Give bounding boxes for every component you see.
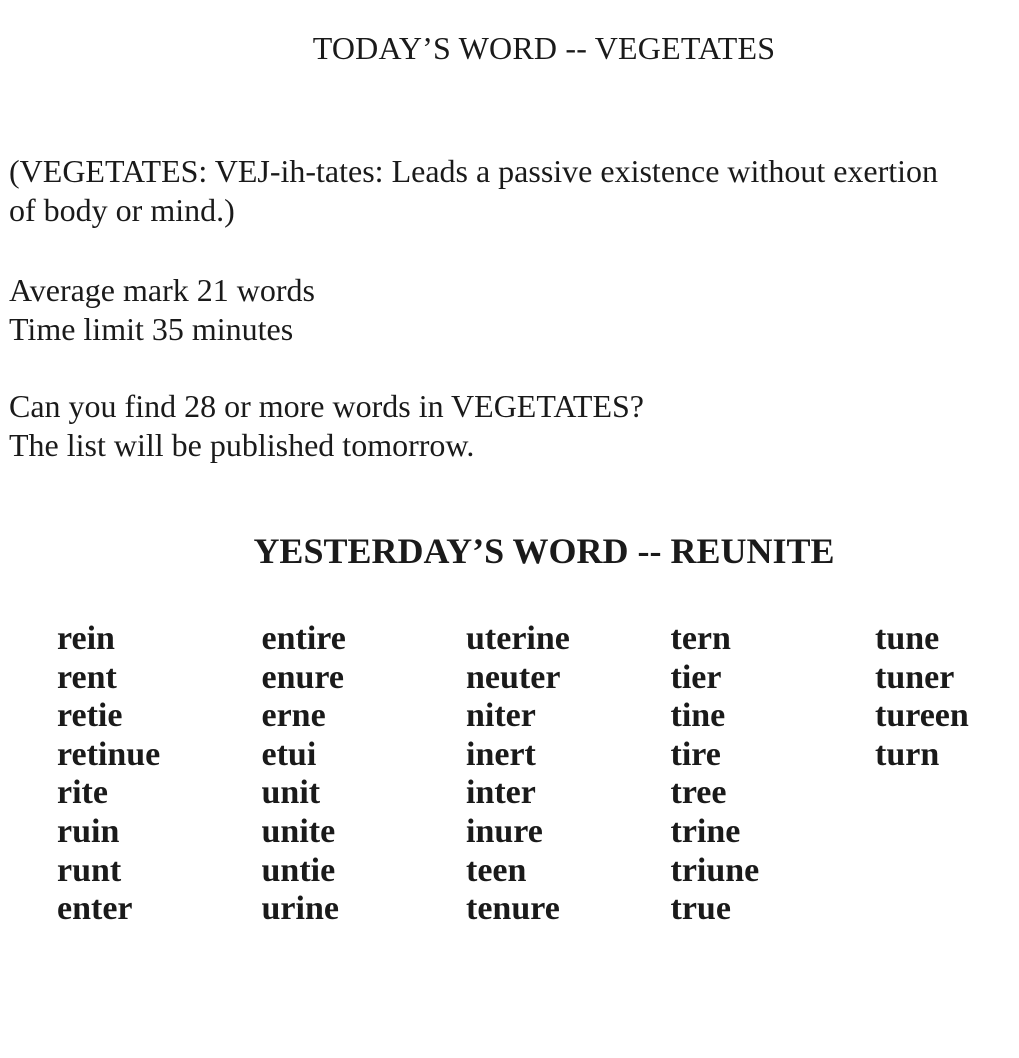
word-list-item: entire	[261, 620, 346, 657]
word-list-item: uterine	[466, 620, 570, 657]
word-list-item: tureen	[875, 697, 969, 735]
word-list-item: erne	[261, 697, 326, 735]
word-list-item: etui	[261, 735, 317, 773]
stats	[9, 271, 315, 348]
word-list-item: tier	[670, 658, 722, 696]
challenge	[9, 387, 644, 464]
word-list-item: runt	[57, 851, 122, 889]
word-list-item: inter	[466, 774, 536, 812]
challenge-note: The list will be published tomorrow.	[9, 426, 475, 463]
word-list-item: tern	[670, 620, 731, 657]
word-list-item: niter	[466, 697, 536, 735]
word-list-item: tenure	[466, 890, 560, 928]
word-column	[671, 620, 876, 929]
definition	[9, 152, 938, 229]
word-list-item: turn	[875, 735, 940, 773]
word-list-item: inure	[466, 812, 543, 850]
definition-line-2: of body or mind.)	[9, 191, 235, 228]
word-list-item: inert	[466, 735, 536, 773]
word-list-item: tree	[670, 774, 727, 812]
average-mark: Average mark 21 words	[9, 272, 315, 308]
word-list-item: unite	[261, 812, 336, 850]
word-list-item: urine	[261, 890, 339, 928]
word-column	[262, 620, 467, 929]
word-list-item: untie	[261, 851, 336, 889]
word-column	[875, 620, 1019, 929]
word-list-item: enure	[261, 658, 344, 696]
word-list-item: rent	[57, 658, 117, 696]
time-limit: Time limit 35 minutes	[9, 310, 294, 347]
word-list-item: rein	[57, 620, 115, 657]
word-list-item: tuner	[875, 658, 955, 696]
word-list-item: unit	[261, 774, 321, 812]
word-list-item: neuter	[466, 658, 561, 696]
word-list-item: teen	[466, 851, 527, 889]
yesterdays-word-title: YESTERDAY’S WORD -- REUNITE	[253, 531, 835, 571]
word-list-item: enter	[57, 890, 133, 928]
word-list-item: retinue	[57, 735, 161, 773]
word-list	[57, 620, 1019, 929]
todays-word-title: TODAY’S WORD -- VEGETATES	[312, 30, 776, 66]
word-list-item: tine	[670, 697, 726, 735]
word-list-item: tire	[670, 735, 721, 773]
word-column	[57, 620, 262, 929]
word-list-item: retie	[57, 697, 123, 735]
word-list-item: tune	[875, 620, 940, 657]
word-list-item: true	[670, 890, 731, 928]
word-column	[466, 620, 671, 929]
word-list-item: ruin	[57, 812, 120, 850]
word-list-item: rite	[57, 774, 108, 812]
word-list-item: trine	[670, 812, 741, 850]
challenge-question: Can you find 28 or more words in VEGETATES?	[9, 388, 644, 424]
definition-line-1: (VEGETATES: VEJ-ih-tates: Leads a passive existence without exertion	[9, 153, 939, 189]
word-list-item: triune	[670, 851, 760, 889]
